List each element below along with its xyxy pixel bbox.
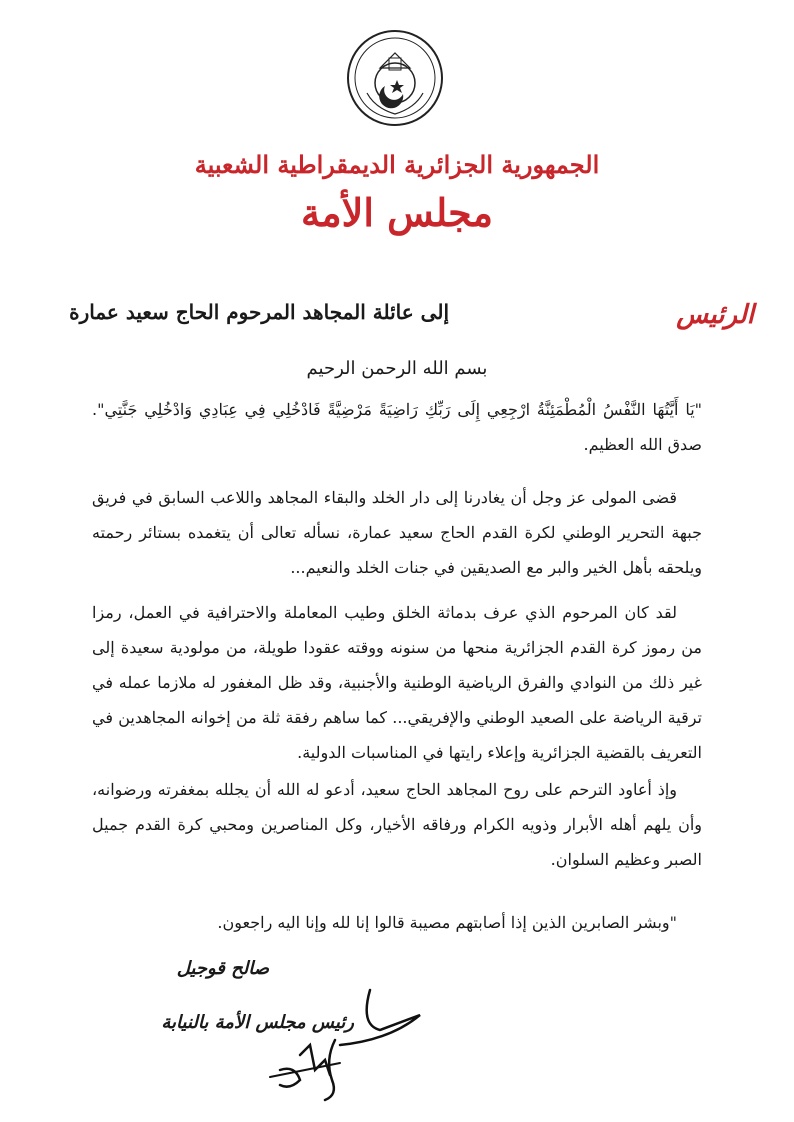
republic-header: الجمهورية الجزائرية الديمقراطية الشعبية [194,150,600,179]
paragraph-biography: لقد كان المرحوم الذي عرف بدماثة الخلق وطيب المعاملة والاحترافية في العمل، رمزا من رموز كرة القدم الجزائرية منحها من سنونه ووقته عقودا طويلة، من مولودية سعيدة إلى غير ذلك من النوادي والفرق الرياضية الوطنية والأجنبية، وقد ظل المغفور له ملازما عمله في ترقية الرياضة على الصعيد الوطني والإفريقي... كما ساهم رفقة ثلة من إخوانه المجاهدين في التعريف بالقضية الجزائرية وإعلاء رايتها في المناسبات الدولية. [92,603,702,762]
signatory-name: صالح قوجيل [176,958,269,979]
state-seal-emblem [345,28,445,128]
paragraph-quran-verse: "يَا أَيَّتُهَا النَّفْسُ الْمُطْمَئِنَّةُ ارْجِعِي إِلَى رَبِّكِ رَاضِيَةً مَرْضِيَّةً فَادْخُلِي فِي عِبَادِي وَادْخُلِي جَنَّتِي". صدق الله العظيم. [92,400,702,454]
signatory-title: رئيس مجلس الأمة بالنيابة [161,1012,354,1033]
paragraph-condolence: قضى المولى عز وجل أن يغادرنا إلى دار الخلد والبقاء المجاهد واللاعب السابق في فريق جبهة التحرير الوطني لكرة القدم الحاج سعيد عمارة، نسأله تعالى أن يتغمده بستائر رحمته ويلحقه بأهل الخير والبر مع الصديقين في جنات الخلد والنعيم... [92,488,703,577]
president-badge: الرئيس [676,300,754,330]
handwritten-signature [240,985,440,1105]
council-title: مجلس الأمة [300,190,494,235]
addressee-line: إلى عائلة المجاهد المرحوم الحاج سعيد عمارة [69,300,449,324]
paragraph-closing-verse: "وبشر الصابرين الذين إذا أصابتهم مصيبة قالوا إنا لله وإنا اليه راجعون. [217,913,677,932]
basmala: بسم الله الرحمن الرحيم [306,358,488,379]
paragraph-prayer: وإذ أعاود الترحم على روح المجاهد الحاج سعيد، أدعو له الله أن يجلله بمغفرته ورضوانه، وأن يلهم أهله الأبرار وذويه الكرام ورفاقه الأخيار، وكل المناصرين ومحبي كرة القدم جميل الصبر وعظيم السلوان. [92,780,702,869]
